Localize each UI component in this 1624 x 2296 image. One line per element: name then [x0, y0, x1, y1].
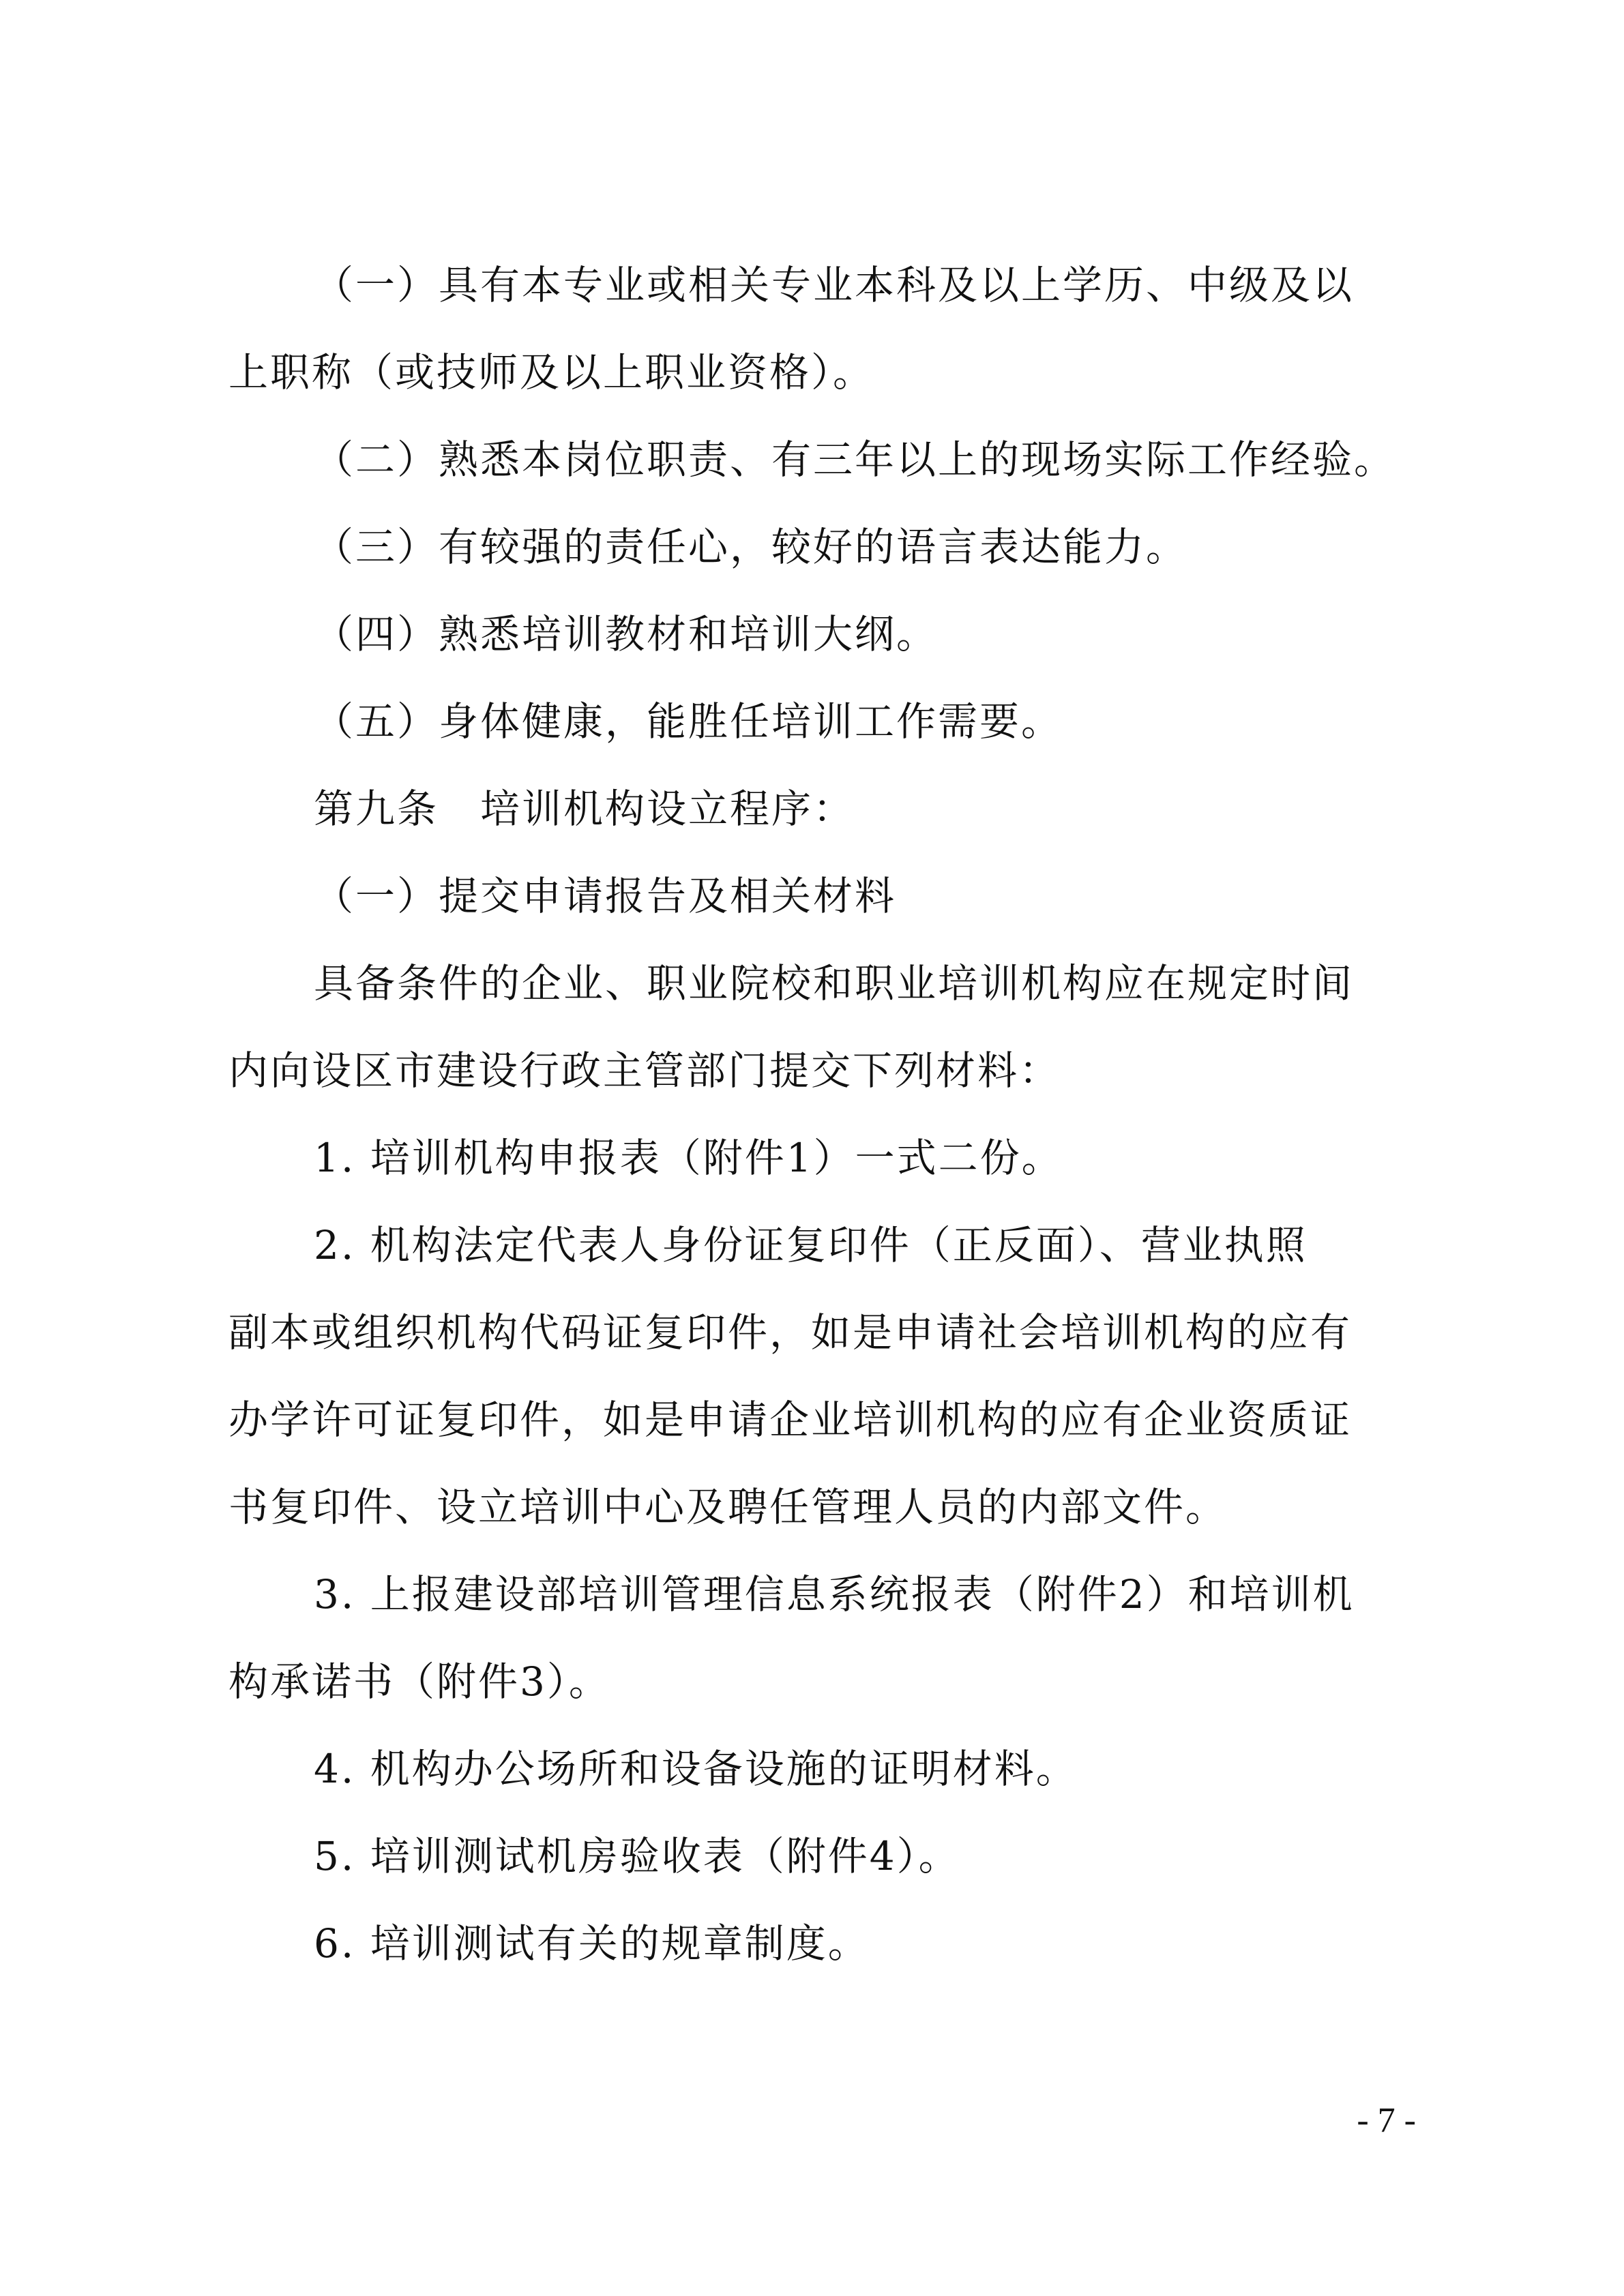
text-line: 6. 培训测试有关的规章制度。 [314, 1920, 870, 1967]
text-line: （三）有较强的责任心，较好的语言表达能力。 [314, 524, 1188, 570]
text-line: 内向设区市建设行政主管部门提交下列材料： [228, 1047, 1061, 1094]
text-line: 办学许可证复印件，如是申请企业培训机构的应有企业资质证 [228, 1397, 1353, 1443]
page-number: - 7 - [1357, 2101, 1416, 2140]
text-line: 上职称（或技师及以上职业资格）。 [228, 349, 875, 396]
text-line: （一）提交申请报告及相关材料 [314, 873, 897, 919]
text-line: 副本或组织机构代码证复印件，如是申请社会培训机构的应有 [228, 1309, 1353, 1356]
text-line: 3. 上报建设部培训管理信息系统报表（附件2）和培训机 [314, 1571, 1355, 1617]
text-line: 5. 培训测试机房验收表（附件4）。 [314, 1833, 960, 1879]
text-line: 构承诺书（附件3）。 [228, 1658, 610, 1705]
text-line: 2. 机构法定代表人身份证复印件（正反面）、营业执照 [314, 1222, 1308, 1268]
text-line: （二）熟悉本岗位职责、有三年以上的现场实际工作经验。 [314, 436, 1396, 483]
text-line: 4. 机构办公场所和设备设施的证明材料。 [314, 1746, 1078, 1792]
text-line: （五）身体健康，能胜任培训工作需要。 [314, 698, 1063, 745]
text-line: 1. 培训机构申报表（附件1）一式二份。 [314, 1135, 1063, 1181]
text-line: 具备条件的企业、职业院校和职业培训机构应在规定时间 [314, 960, 1355, 1007]
text-line: （一）具有本专业或相关专业本科及以上学历、中级及以 [314, 262, 1355, 308]
article-heading: 第九条 培训机构设立程序： [314, 786, 855, 832]
text-line: （四）熟悉培训教材和培训大纲。 [314, 611, 939, 657]
text-line: 书复印件、设立培训中心及聘任管理人员的内部文件。 [228, 1484, 1228, 1530]
